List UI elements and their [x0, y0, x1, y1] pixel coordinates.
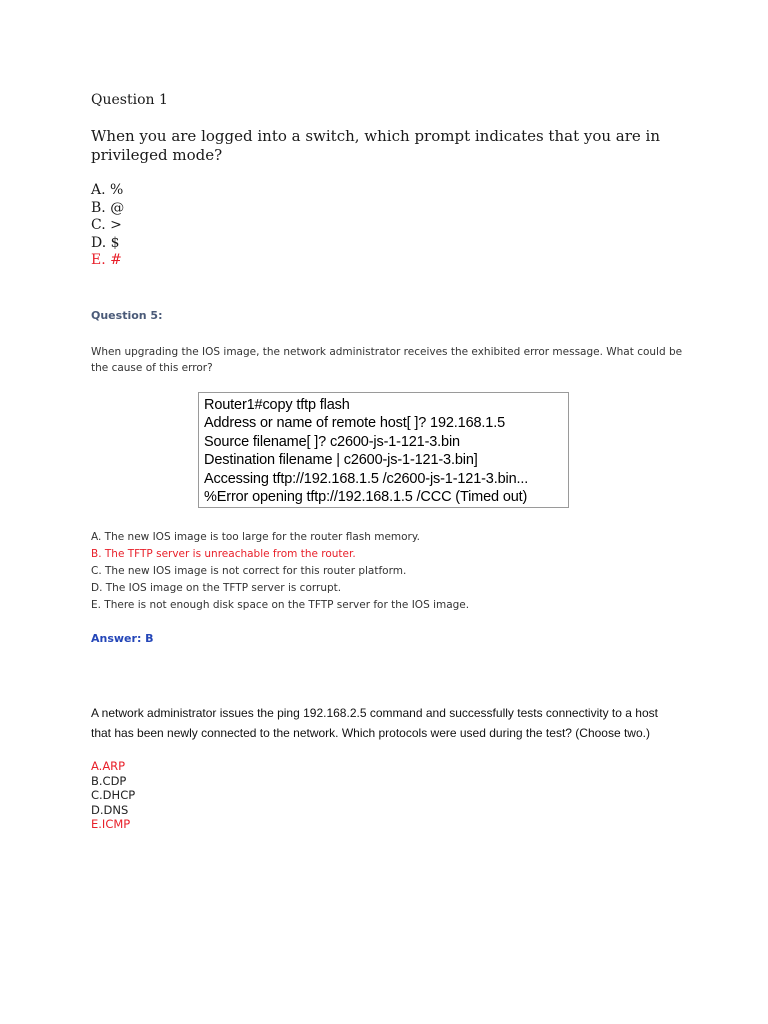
exhibit-line: Accessing tftp://192.168.1.5 /c2600-js-1-121-3.bin... — [204, 470, 529, 487]
question-1-options — [91, 182, 124, 270]
exhibit-line: Destination filename | c2600-js-1-121-3.bin] — [204, 452, 478, 469]
question-1-option-e: E. # — [91, 252, 122, 268]
question-1-title: Question 1 — [91, 92, 168, 108]
exhibit-line: %Error opening tftp://192.168.1.5 /CCC (Timed out) — [204, 489, 528, 506]
exhibit-line: Address or name of remote host[ ]? 192.168.1.5 — [204, 415, 506, 432]
question-5-option-b: B. The TFTP server is unreachable from the router. — [91, 548, 356, 560]
question-1-option-d: D. $ — [91, 234, 120, 251]
question-5-option-c: C. The new IOS image is not correct for this router platform. — [91, 565, 407, 577]
question-1-text: When you are logged into a switch, which prompt indicates that you are in privileged mode? — [91, 127, 661, 164]
ping-option-e: E.ICMP — [91, 817, 131, 831]
ping-option-b: B.CDP — [91, 773, 127, 788]
question-5-title: Question 5: — [91, 309, 163, 322]
question-5-text: When upgrading the IOS image, the network administrator receives the exhibited error message. What could be the cause of this error? — [91, 346, 683, 374]
question-1-option-a: A. % — [91, 182, 124, 198]
question-5-option-e: E. There is not enough disk space on the TFTP server for the IOS image. — [91, 599, 470, 611]
question-1-option-c: C. > — [91, 217, 122, 233]
exhibit-line: Source filename[ ]? c2600-js-1-121-3.bin — [204, 433, 460, 450]
exhibit-line: Router1#copy tftp flash — [204, 397, 350, 413]
question-5-option-d: D. The IOS image on the TFTP server is corrupt. — [91, 582, 342, 594]
question-5-options — [91, 529, 469, 614]
ping-option-d: D.DNS — [91, 802, 129, 817]
question-5-answer: Answer: B — [91, 632, 154, 645]
error-exhibit — [198, 392, 569, 508]
question-5-option-a: A. The new IOS image is too large for the router flash memory. — [91, 531, 420, 543]
ping-question-options — [91, 759, 135, 832]
ping-option-c: C.DHCP — [91, 788, 136, 802]
ping-question-text: A network administrator issues the ping 192.168.2.5 command and successfully tests connectivity to a host that has been newly connected to the network. Which protocols were used during the test? (Choose two.) — [91, 706, 658, 740]
ping-option-a: A.ARP — [91, 759, 126, 773]
question-1-option-b: B. @ — [91, 199, 125, 216]
